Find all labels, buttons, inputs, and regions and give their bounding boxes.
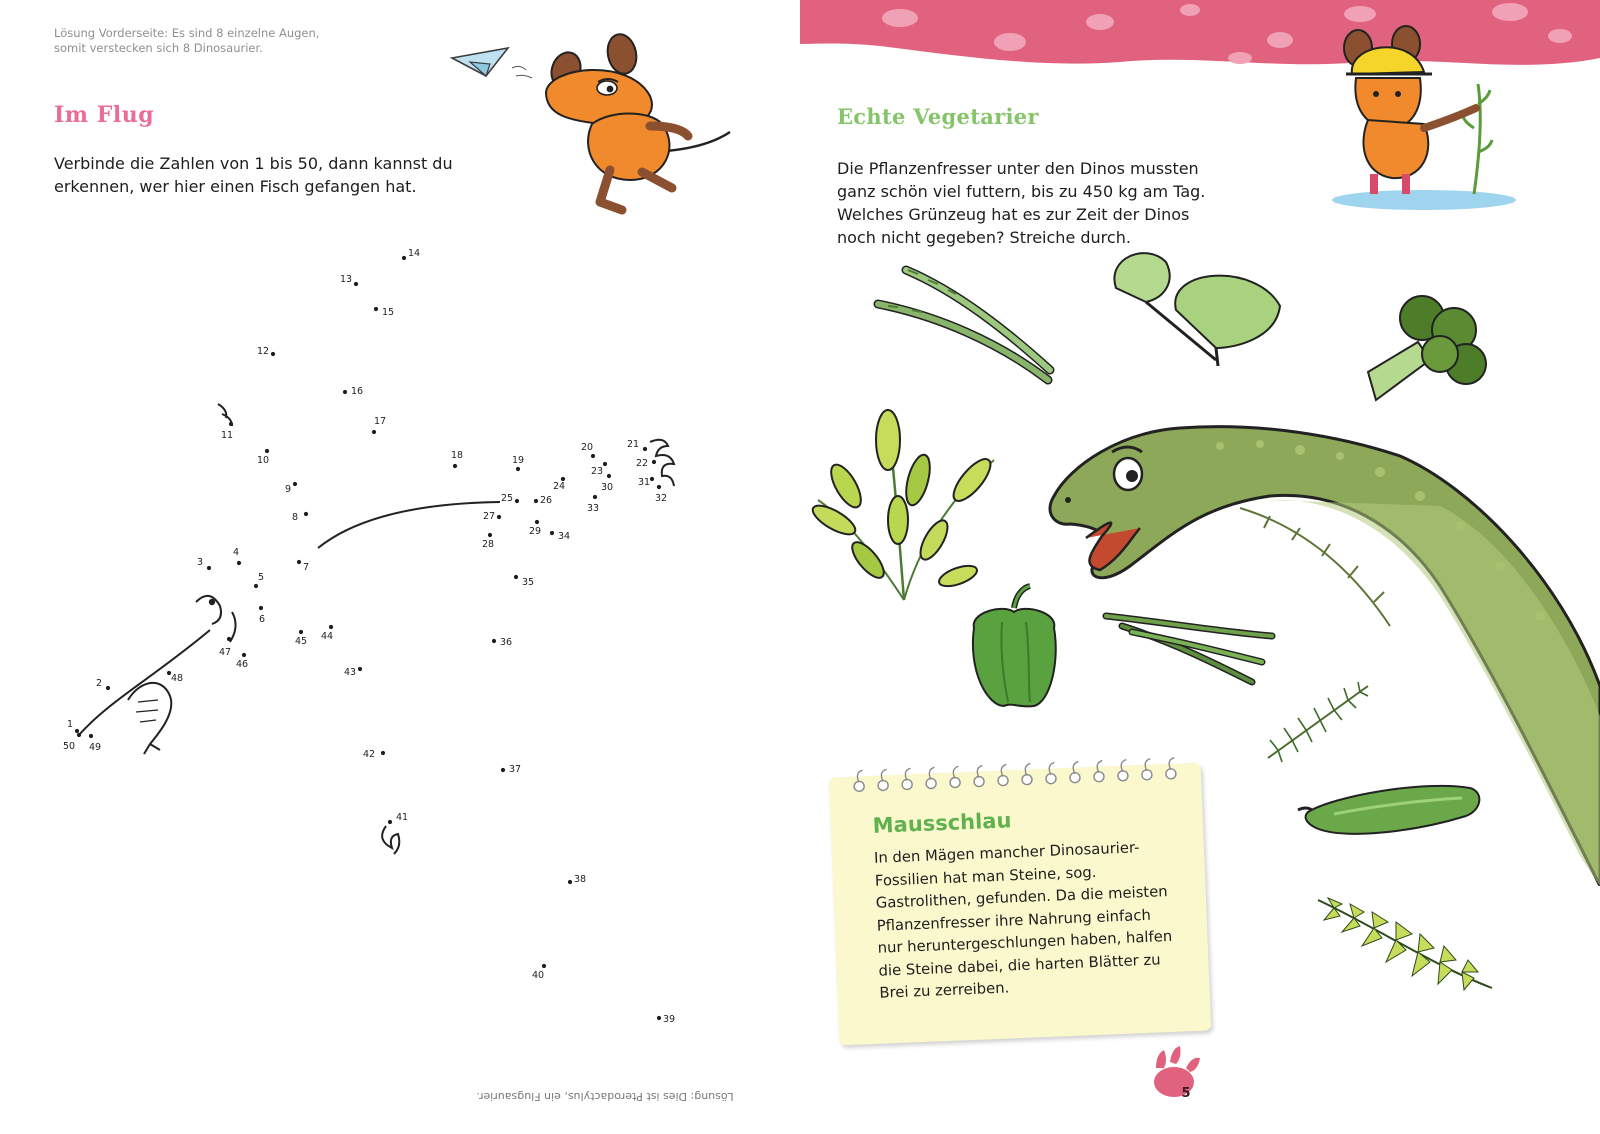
dot-14 [402, 256, 406, 260]
dot-38 [568, 880, 572, 884]
dot-label-33: 33 [587, 503, 600, 514]
dot-label-25: 25 [501, 493, 514, 504]
mausschlau-tip-box [829, 763, 1211, 1046]
upside-down-solution: Lösung: Dies ist Pterodactylus, ein Flugsaurier. [476, 1090, 734, 1103]
dot-label-37: 37 [509, 764, 522, 775]
dot-label-27: 27 [483, 511, 496, 522]
dot-label-3: 3 [197, 557, 204, 568]
dot-label-30: 30 [601, 482, 614, 493]
dot-25 [515, 499, 519, 503]
dot-7 [297, 560, 301, 564]
dot-35 [514, 575, 518, 579]
dot-45 [299, 630, 303, 634]
dot-20 [591, 454, 595, 458]
dot-27 [497, 515, 501, 519]
page-number: 5 [1181, 1086, 1191, 1101]
dot-label-42: 42 [363, 749, 376, 760]
tip-box-text: In den Mägen mancher Dinosaurier-Fossilien hat man Steine, sog. Gastrolithen, gefunden. Da die meisten Pflanzenfresser ihre Nahrung einfach nur heruntergeschlungen haben, halfen die Steine dabei, die harten Blätter zu Brei zu zerreiben. [873, 839, 1173, 1002]
dot-12 [271, 352, 275, 356]
dot-32 [657, 485, 661, 489]
dot-label-16: 16 [351, 386, 364, 397]
dot-label-20: 20 [581, 442, 594, 453]
dot-17 [372, 430, 376, 434]
dot-label-14: 14 [408, 248, 421, 259]
spiral-binding-holes [848, 756, 1179, 799]
dot-label-32: 32 [655, 493, 668, 504]
dot-36 [492, 639, 496, 643]
broccoli-illustration [1362, 288, 1494, 412]
tip-box-title: Mausschlau [872, 808, 1012, 838]
dot-label-9: 9 [285, 484, 292, 495]
page-title-echte-vegetarier: Echte Vegetarier [837, 104, 1039, 129]
dot-label-24: 24 [553, 481, 566, 492]
dot-label-4: 4 [233, 547, 240, 558]
dot-label-40: 40 [532, 970, 545, 981]
dot-label-36: 36 [500, 637, 513, 648]
dot-label-8: 8 [292, 512, 299, 523]
dot-label-49: 49 [89, 742, 102, 753]
dot-29 [535, 520, 539, 524]
dot-label-48: 48 [171, 673, 184, 684]
right-page [800, 0, 1600, 1134]
dot-label-28: 28 [482, 539, 495, 550]
dot-label-26: 26 [540, 495, 553, 506]
dot-label-19: 19 [512, 455, 525, 466]
dot-label-1: 1 [67, 719, 74, 730]
dot-label-47: 47 [219, 647, 232, 658]
dot-label-12: 12 [257, 346, 270, 357]
dot-label-39: 39 [663, 1014, 676, 1025]
dot-label-15: 15 [382, 307, 395, 318]
dot-13 [354, 282, 358, 286]
dot-11 [229, 422, 233, 426]
mouse-with-hat-illustration [1328, 24, 1528, 214]
dot-26 [534, 499, 538, 503]
dot-4 [237, 561, 241, 565]
dot-49 [89, 734, 93, 738]
dot-label-29: 29 [529, 526, 542, 537]
solution-note: Lösung Vorderseite: Es sind 8 einzelne Augen, somit verstecken sich 8 Dinosaurier. [54, 26, 320, 55]
fern-illustration [1314, 896, 1498, 1022]
dot-label-21: 21 [627, 439, 640, 450]
dot-label-50: 50 [63, 741, 76, 752]
dot-label-46: 46 [236, 659, 249, 670]
dot-label-43: 43 [344, 667, 357, 678]
dot-40 [542, 964, 546, 968]
dot-6 [259, 606, 263, 610]
dot-1 [75, 729, 79, 733]
dot-label-44: 44 [321, 631, 334, 642]
ginkgo-illustration [1106, 248, 1286, 372]
dot-label-22: 22 [636, 458, 649, 469]
dot-label-7: 7 [303, 562, 310, 573]
dot-47 [227, 637, 231, 641]
dot-label-11: 11 [221, 430, 234, 441]
dot-19 [516, 467, 520, 471]
dot-28 [488, 533, 492, 537]
asparagus-illustration [868, 262, 1058, 386]
dot-label-31: 31 [638, 477, 651, 488]
dot-label-18: 18 [451, 450, 464, 461]
dot-31 [650, 477, 654, 481]
dot-22 [652, 460, 656, 464]
dot-2 [106, 686, 110, 690]
dot-label-5: 5 [258, 572, 265, 583]
dot-41 [388, 820, 392, 824]
dot-16 [343, 390, 347, 394]
dot-label-13: 13 [340, 274, 353, 285]
dot-label-2: 2 [96, 678, 103, 689]
dot-8 [304, 512, 308, 516]
dot-label-38: 38 [574, 874, 587, 885]
instruction-text-right: Die Pflanzenfresser unter den Dinos mussten ganz schön viel futtern, bis zu 450 kg am Tag. Welches Grünzeug hat es zur Zeit der Dinos noch nicht gegeben? Streiche durch. [837, 159, 1206, 247]
dot-46 [242, 653, 246, 657]
dot-label-10: 10 [257, 455, 270, 466]
dot-43 [358, 667, 362, 671]
dot-23 [603, 462, 607, 466]
dot-15 [374, 307, 378, 311]
dot-5 [254, 584, 258, 588]
dot-10 [265, 449, 269, 453]
dot-37 [501, 768, 505, 772]
instruction-text: Verbinde die Zahlen von 1 bis 50, dann kannst du erkennen, wer hier einen Fisch gefangen hat. [54, 154, 453, 196]
dot-label-41: 41 [396, 812, 409, 823]
dot-42 [381, 751, 385, 755]
dot-18 [453, 464, 457, 468]
dot-21 [643, 447, 647, 451]
dot-44 [329, 625, 333, 629]
dot-3 [207, 566, 211, 570]
dot-label-45: 45 [295, 636, 308, 647]
dot-label-6: 6 [259, 614, 266, 625]
dot-label-17: 17 [374, 416, 387, 427]
dot-label-35: 35 [522, 577, 535, 588]
herb-plant-illustration [808, 400, 1004, 606]
dot-33 [593, 495, 597, 499]
dot-34 [550, 531, 554, 535]
dot-39 [657, 1016, 661, 1020]
dot-label-23: 23 [591, 466, 604, 477]
dot-50 [77, 733, 81, 737]
dot-9 [293, 482, 297, 486]
page-title-im-flug: Im Flug [54, 102, 155, 128]
dot-30 [607, 474, 611, 478]
dot-label-34: 34 [558, 531, 571, 542]
